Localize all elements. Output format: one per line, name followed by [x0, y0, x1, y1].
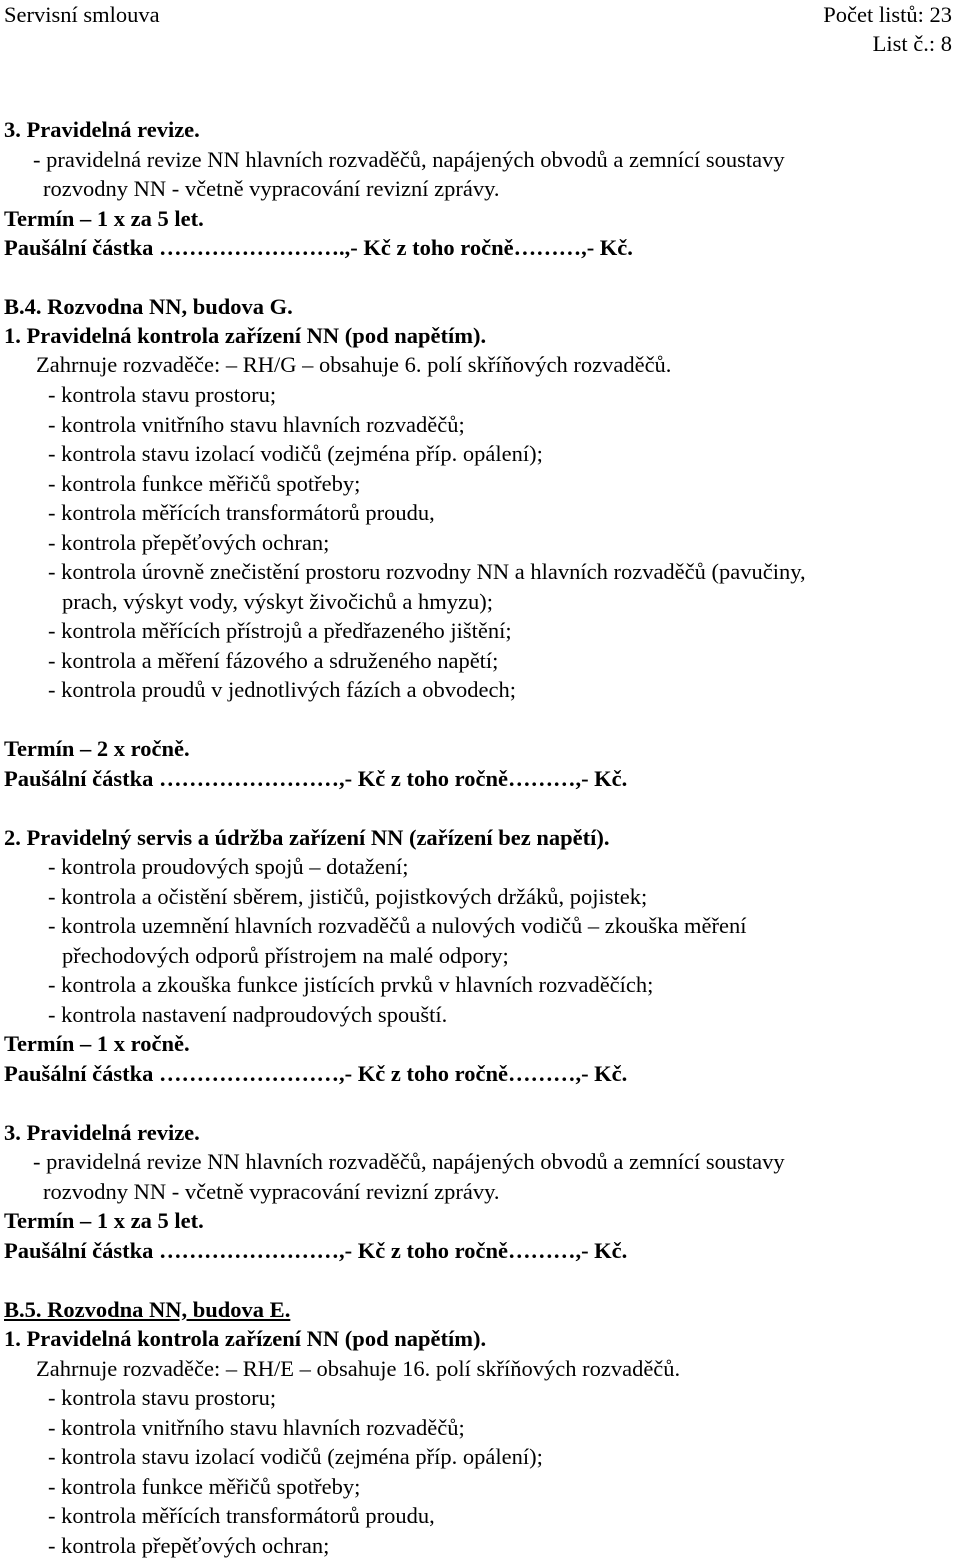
sheet-count: Počet listů: 23: [823, 2, 952, 27]
price-line: Paušální částka ……………………,- Kč z toho ročně………,- Kč.: [4, 766, 628, 791]
includes-line: Zahrnuje rozvaděče: – RH/G – obsahuje 6. polí skříňových rozvaděčů.: [36, 352, 672, 377]
list-item: - kontrola stavu prostoru;: [48, 1385, 277, 1410]
section-heading: 3. Pravidelná revize.: [4, 117, 200, 142]
list-item: - kontrola vnitřního stavu hlavních rozvaděčů;: [48, 412, 465, 437]
section-heading: 2. Pravidelný servis a údržba zařízení NN (zařízení bez napětí).: [4, 825, 610, 850]
building-heading: B.4. Rozvodna NN, budova G.: [4, 294, 293, 319]
list-item: - kontrola a očistění sběrem, jističů, pojistkových držáků, pojistek;: [48, 884, 648, 909]
list-item: - kontrola měřících transformátorů proudu,: [48, 1503, 435, 1528]
list-item: - kontrola měřících přístrojů a předřazeného jištění;: [48, 618, 512, 643]
header-page-info: [823, 0, 952, 58]
list-item: - kontrola úrovně znečistění prostoru rozvodny NN a hlavních rozvaděčů (pavučiny,: [48, 559, 806, 584]
list-item: - kontrola stavu prostoru;: [48, 382, 277, 407]
price-line: Paušální částka ……………………,- Kč z toho ročně………,- Kč.: [4, 1061, 628, 1086]
list-item: - kontrola a zkouška funkce jistících prvků v hlavních rozvaděčích;: [48, 972, 654, 997]
building-heading: B.5. Rozvodna NN, budova E.: [4, 1297, 291, 1322]
includes-line: Zahrnuje rozvaděče: – RH/E – obsahuje 16. polí skříňových rozvaděčů.: [36, 1356, 681, 1381]
list-item: - kontrola stavu izolací vodičů (zejména příp. opálení);: [48, 1444, 543, 1469]
list-item: - pravidelná revize NN hlavních rozvaděčů, napájených obvodů a zemnící soustavy: [33, 147, 785, 172]
list-item: - kontrola funkce měřičů spotřeby;: [48, 471, 361, 496]
section-heading: 1. Pravidelná kontrola zařízení NN (pod napětím).: [4, 323, 487, 348]
list-item-continuation: přechodových odporů přístrojem na malé odpory;: [62, 943, 509, 968]
list-item: - kontrola funkce měřičů spotřeby;: [48, 1474, 361, 1499]
list-item: - kontrola přepěťových ochran;: [48, 530, 330, 555]
list-item: - kontrola nastavení nadproudových spouští.: [48, 1002, 448, 1027]
list-item-continuation: rozvodny NN - včetně vypracování revizní zprávy.: [43, 176, 500, 201]
price-line: Paušální částka ……………………,- Kč z toho ročně………,- Kč.: [4, 1238, 628, 1263]
list-item: - kontrola a měření fázového a sdruženého napětí;: [48, 648, 499, 673]
list-item: - kontrola přepěťových ochran;: [48, 1533, 330, 1558]
term-line: Termín – 2 x ročně.: [4, 736, 190, 761]
list-item-continuation: prach, výskyt vody, výskyt živočichů a hmyzu);: [62, 589, 493, 614]
list-item: - pravidelná revize NN hlavních rozvaděčů, napájených obvodů a zemnící soustavy: [33, 1149, 785, 1174]
term-line: Termín – 1 x za 5 let.: [4, 1208, 204, 1233]
header-title: Servisní smlouva: [4, 2, 160, 27]
section-heading: 3. Pravidelná revize.: [4, 1120, 200, 1145]
list-item: - kontrola proudů v jednotlivých fázích a obvodech;: [48, 677, 516, 702]
term-line: Termín – 1 x ročně.: [4, 1031, 190, 1056]
section-heading: 1. Pravidelná kontrola zařízení NN (pod napětím).: [4, 1326, 487, 1351]
list-item: - kontrola měřících transformátorů proudu,: [48, 500, 435, 525]
list-item: - kontrola uzemnění hlavních rozvaděčů a nulových vodičů – zkouška měření: [48, 913, 747, 938]
term-line: Termín – 1 x za 5 let.: [4, 206, 204, 231]
price-line: Paušální částka …………………….,- Kč z toho ročně………,- Kč.: [4, 235, 633, 260]
sheet-number: List č.: 8: [872, 31, 952, 56]
list-item: - kontrola proudových spojů – dotažení;: [48, 854, 409, 879]
list-item-continuation: rozvodny NN - včetně vypracování revizní zprávy.: [43, 1179, 500, 1204]
list-item: - kontrola vnitřního stavu hlavních rozvaděčů;: [48, 1415, 465, 1440]
list-item: - kontrola stavu izolací vodičů (zejména příp. opálení);: [48, 441, 543, 466]
